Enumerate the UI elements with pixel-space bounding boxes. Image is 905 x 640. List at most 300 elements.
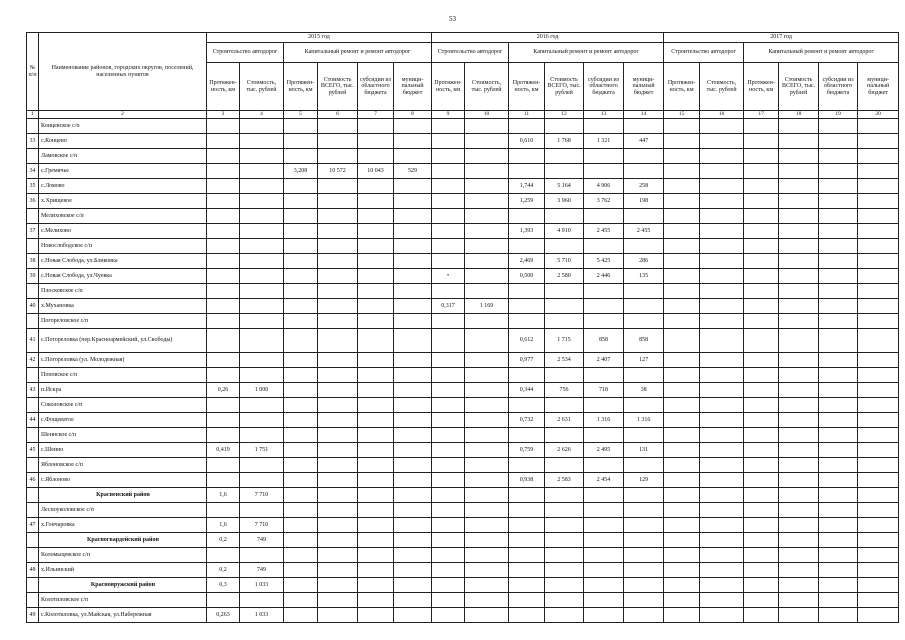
locality-name: с.Гремячье [39, 164, 207, 179]
capital-repair-header: Капитальный ремонт и ремонт автодорог [744, 43, 899, 63]
value-cell: 2 626 [545, 443, 584, 458]
row-number: 34 [27, 164, 39, 179]
value-cell [284, 239, 318, 254]
value-cell [545, 503, 584, 518]
value-cell [284, 299, 318, 314]
value-cell [779, 368, 819, 383]
value-cell: 0,759 [509, 443, 545, 458]
value-cell [700, 314, 744, 329]
value-cell: 131 [624, 443, 664, 458]
value-cell [284, 398, 318, 413]
municipal-header: муници-пальный бюджет [624, 63, 664, 111]
value-cell [240, 473, 284, 488]
value-cell [318, 563, 358, 578]
year-2017-header: 2017 год [664, 33, 899, 43]
value-cell [284, 563, 318, 578]
column-number: 17 [744, 111, 779, 119]
value-cell: 1 000 [240, 383, 284, 398]
row-number [27, 428, 39, 443]
year-2015-header: 2015 год [207, 33, 432, 43]
value-cell [465, 314, 509, 329]
column-number: 14 [624, 111, 664, 119]
value-cell [664, 563, 700, 578]
value-cell [624, 458, 664, 473]
value-cell [779, 224, 819, 239]
length-header: Протяжен-ность, км [432, 63, 465, 111]
value-cell [284, 368, 318, 383]
value-cell [394, 194, 432, 209]
value-cell [584, 284, 624, 299]
value-cell [779, 239, 819, 254]
value-cell [664, 329, 700, 353]
value-cell [318, 473, 358, 488]
value-cell [584, 488, 624, 503]
column-number: 15 [664, 111, 700, 119]
value-cell [584, 368, 624, 383]
value-cell [284, 329, 318, 353]
row-number [27, 149, 39, 164]
value-cell [744, 563, 779, 578]
row-number [27, 503, 39, 518]
value-cell [545, 239, 584, 254]
value-cell [509, 428, 545, 443]
locality-name: с.Концево [39, 134, 207, 149]
row-number: 49 [27, 608, 39, 623]
value-cell [545, 209, 584, 224]
value-cell [700, 299, 744, 314]
value-cell [858, 194, 899, 209]
settlement-name: Ламовское с/п [39, 149, 207, 164]
value-cell [509, 503, 545, 518]
row-number: 37 [27, 224, 39, 239]
value-cell [545, 398, 584, 413]
settlement-group-row [27, 209, 899, 224]
value-cell [318, 593, 358, 608]
value-cell [358, 119, 394, 134]
value-cell [624, 119, 664, 134]
value-cell [779, 284, 819, 299]
value-cell [779, 593, 819, 608]
district-name: Краснояружский район [39, 578, 207, 593]
value-cell [432, 239, 465, 254]
settlement-name: Колотиловское с/п [39, 593, 207, 608]
value-cell: 1 316 [624, 413, 664, 428]
value-cell [700, 548, 744, 563]
value-cell [545, 578, 584, 593]
value-cell: 0,500 [509, 269, 545, 284]
settlement-name: Новослободское с/п [39, 239, 207, 254]
value-cell [465, 224, 509, 239]
value-cell: 2 580 [545, 269, 584, 284]
locality-name: х.Гончаровка [39, 518, 207, 533]
value-cell [284, 548, 318, 563]
table-row [27, 413, 899, 428]
value-cell [394, 224, 432, 239]
value-cell [819, 329, 858, 353]
value-cell [509, 533, 545, 548]
value-cell [465, 473, 509, 488]
value-cell [318, 548, 358, 563]
value-cell [318, 533, 358, 548]
value-cell [394, 119, 432, 134]
construction-header: Строительство автодорог [432, 43, 509, 63]
value-cell [819, 443, 858, 458]
value-cell: 198 [624, 194, 664, 209]
value-cell [584, 578, 624, 593]
value-cell [744, 119, 779, 134]
value-cell [624, 428, 664, 443]
value-cell [509, 314, 545, 329]
value-cell [432, 164, 465, 179]
value-cell: 1,259 [509, 194, 545, 209]
row-number [27, 119, 39, 134]
value-cell [744, 194, 779, 209]
value-cell [664, 503, 700, 518]
row-number [27, 398, 39, 413]
value-cell [584, 518, 624, 533]
locality-name: с.Новая Слобода, ул.Бликовка [39, 254, 207, 269]
value-cell [509, 119, 545, 134]
value-cell [819, 608, 858, 623]
row-number: 45 [27, 443, 39, 458]
value-cell: 135 [624, 269, 664, 284]
value-cell [318, 413, 358, 428]
value-cell [207, 314, 240, 329]
column-number: 11 [509, 111, 545, 119]
value-cell [700, 443, 744, 458]
value-cell [509, 518, 545, 533]
value-cell [240, 503, 284, 518]
value-cell [318, 254, 358, 269]
value-cell [779, 209, 819, 224]
value-cell [465, 194, 509, 209]
column-number: 7 [358, 111, 394, 119]
value-cell [358, 413, 394, 428]
value-cell: 3 762 [584, 194, 624, 209]
value-cell [545, 593, 584, 608]
value-cell [432, 353, 465, 368]
value-cell [700, 164, 744, 179]
value-cell [240, 398, 284, 413]
value-cell [779, 164, 819, 179]
value-cell [700, 578, 744, 593]
value-cell [394, 353, 432, 368]
value-cell [358, 593, 394, 608]
value-cell [394, 383, 432, 398]
value-cell [744, 593, 779, 608]
value-cell: 38 [624, 383, 664, 398]
value-cell [858, 608, 899, 623]
value-cell [779, 563, 819, 578]
value-cell [858, 413, 899, 428]
value-cell [358, 428, 394, 443]
row-number: 47 [27, 518, 39, 533]
value-cell: 5 710 [545, 254, 584, 269]
settlement-group-row [27, 284, 899, 299]
value-cell [664, 239, 700, 254]
value-cell [284, 428, 318, 443]
row-number [27, 368, 39, 383]
value-cell [432, 458, 465, 473]
value-cell [432, 473, 465, 488]
value-cell [744, 398, 779, 413]
value-cell [819, 518, 858, 533]
value-cell [207, 353, 240, 368]
settlement-group-row [27, 428, 899, 443]
value-cell [858, 458, 899, 473]
value-cell [394, 443, 432, 458]
column-number: 2 [39, 111, 207, 119]
settlement-name: Шеинское с/п [39, 428, 207, 443]
value-cell [700, 179, 744, 194]
locality-name: с.Погореловка (ул. Молодежная) [39, 353, 207, 368]
municipal-header: муници-пальный бюджет [394, 63, 432, 111]
settlement-name: Лесноуколовское с/п [39, 503, 207, 518]
value-cell [394, 593, 432, 608]
value-cell [240, 353, 284, 368]
value-cell [207, 299, 240, 314]
value-cell [779, 299, 819, 314]
settlement-group-row [27, 314, 899, 329]
value-cell [509, 458, 545, 473]
value-cell [700, 593, 744, 608]
value-cell [700, 329, 744, 353]
value-cell [318, 179, 358, 194]
value-cell [284, 254, 318, 269]
value-cell [318, 428, 358, 443]
value-cell [624, 533, 664, 548]
value-cell [545, 164, 584, 179]
value-cell [624, 503, 664, 518]
value-cell [465, 284, 509, 299]
value-cell: 1,744 [509, 179, 545, 194]
value-cell [394, 503, 432, 518]
value-cell [509, 563, 545, 578]
value-cell [664, 473, 700, 488]
value-cell [207, 119, 240, 134]
value-cell [664, 548, 700, 563]
value-cell [744, 473, 779, 488]
value-cell [624, 164, 664, 179]
value-cell [744, 383, 779, 398]
row-number: 46 [27, 473, 39, 488]
value-cell: 2,469 [509, 254, 545, 269]
value-cell [664, 134, 700, 149]
value-cell [358, 398, 394, 413]
value-cell [240, 299, 284, 314]
table-row [27, 254, 899, 269]
value-cell [284, 224, 318, 239]
value-cell [284, 593, 318, 608]
row-number: 39 [27, 269, 39, 284]
value-cell [624, 299, 664, 314]
subsidy-header: субсидии из областного бюджета [584, 63, 624, 111]
value-cell [545, 149, 584, 164]
row-number [27, 284, 39, 299]
value-cell: 749 [240, 533, 284, 548]
value-cell: 258 [624, 179, 664, 194]
column-number: 8 [394, 111, 432, 119]
value-cell [240, 329, 284, 353]
value-cell [394, 314, 432, 329]
value-cell [779, 353, 819, 368]
value-cell [624, 608, 664, 623]
table-row [27, 563, 899, 578]
value-cell [394, 578, 432, 593]
settlement-name: Соколовское с/п [39, 398, 207, 413]
column-number: 10 [465, 111, 509, 119]
settlement-group-row [27, 593, 899, 608]
value-cell [465, 443, 509, 458]
value-cell: 0,2 [207, 563, 240, 578]
value-cell [318, 149, 358, 164]
district-total-row [27, 578, 899, 593]
value-cell [394, 329, 432, 353]
value-cell [700, 608, 744, 623]
value-cell [358, 239, 394, 254]
value-cell [465, 563, 509, 578]
value-cell [509, 398, 545, 413]
value-cell [744, 314, 779, 329]
value-cell [858, 239, 899, 254]
value-cell [432, 578, 465, 593]
value-cell [664, 314, 700, 329]
value-cell [509, 209, 545, 224]
value-cell [819, 533, 858, 548]
value-cell [664, 458, 700, 473]
value-cell [700, 563, 744, 578]
value-cell [744, 209, 779, 224]
row-number: 33 [27, 134, 39, 149]
settlement-group-row [27, 239, 899, 254]
cost-total-header: Стоимость ВСЕГО, тыс. рублей [318, 63, 358, 111]
value-cell [358, 488, 394, 503]
value-cell [394, 608, 432, 623]
value-cell [779, 194, 819, 209]
value-cell [545, 428, 584, 443]
value-cell [664, 443, 700, 458]
value-cell [358, 299, 394, 314]
value-cell [394, 299, 432, 314]
column-number: 4 [240, 111, 284, 119]
value-cell [545, 608, 584, 623]
value-cell: 0,732 [509, 413, 545, 428]
value-cell [240, 269, 284, 284]
subsidy-header: субсидии из областного бюджета [819, 63, 858, 111]
value-cell [819, 503, 858, 518]
value-cell: 0,26 [207, 383, 240, 398]
value-cell [664, 488, 700, 503]
value-cell [318, 518, 358, 533]
value-cell [779, 398, 819, 413]
value-cell [664, 533, 700, 548]
value-cell: 0,3 [207, 578, 240, 593]
value-cell: 7 710 [240, 488, 284, 503]
value-cell [819, 299, 858, 314]
value-cell [432, 548, 465, 563]
value-cell [240, 134, 284, 149]
value-cell [744, 299, 779, 314]
value-cell: 2 631 [545, 413, 584, 428]
settlement-name: Мелиховское с/п [39, 209, 207, 224]
value-cell [664, 254, 700, 269]
value-cell [545, 563, 584, 578]
value-cell: 0,977 [509, 353, 545, 368]
value-cell [744, 608, 779, 623]
value-cell [584, 149, 624, 164]
value-cell [819, 149, 858, 164]
value-cell: 4 910 [545, 224, 584, 239]
value-cell: 10 043 [358, 164, 394, 179]
value-cell [240, 314, 284, 329]
value-cell [624, 368, 664, 383]
value-cell [744, 503, 779, 518]
value-cell [664, 224, 700, 239]
value-cell [858, 503, 899, 518]
value-cell [207, 239, 240, 254]
value-cell [432, 329, 465, 353]
value-cell [394, 284, 432, 299]
value-cell [284, 608, 318, 623]
value-cell: • [432, 269, 465, 284]
value-cell [432, 593, 465, 608]
value-cell [509, 299, 545, 314]
value-cell [284, 458, 318, 473]
road-works-table [26, 32, 899, 623]
value-cell [207, 428, 240, 443]
value-cell [545, 368, 584, 383]
value-cell [779, 383, 819, 398]
value-cell [744, 518, 779, 533]
locality-name: с.Яблоново [39, 473, 207, 488]
value-cell: 2 495 [584, 443, 624, 458]
value-cell [284, 383, 318, 398]
value-cell [779, 578, 819, 593]
value-cell [624, 578, 664, 593]
value-cell [240, 458, 284, 473]
value-cell [744, 269, 779, 284]
value-cell [819, 314, 858, 329]
value-cell [545, 533, 584, 548]
value-cell: 447 [624, 134, 664, 149]
value-cell: 129 [624, 473, 664, 488]
value-cell [664, 299, 700, 314]
row-number [27, 209, 39, 224]
value-cell [858, 164, 899, 179]
value-cell [744, 428, 779, 443]
value-cell [819, 473, 858, 488]
settlement-group-row [27, 398, 899, 413]
value-cell [858, 353, 899, 368]
value-cell [700, 119, 744, 134]
value-cell [545, 299, 584, 314]
value-cell [584, 164, 624, 179]
column-number: 1 [27, 111, 39, 119]
cost-total-header: Стоимость ВСЕГО, тыс. рублей [545, 63, 584, 111]
value-cell [509, 164, 545, 179]
value-cell [358, 383, 394, 398]
value-cell [584, 314, 624, 329]
value-cell [779, 134, 819, 149]
value-cell: 1 768 [545, 134, 584, 149]
value-cell [394, 179, 432, 194]
value-cell [744, 458, 779, 473]
value-cell [465, 458, 509, 473]
value-cell [432, 488, 465, 503]
value-cell [207, 413, 240, 428]
value-cell [509, 284, 545, 299]
settlement-group-row [27, 548, 899, 563]
